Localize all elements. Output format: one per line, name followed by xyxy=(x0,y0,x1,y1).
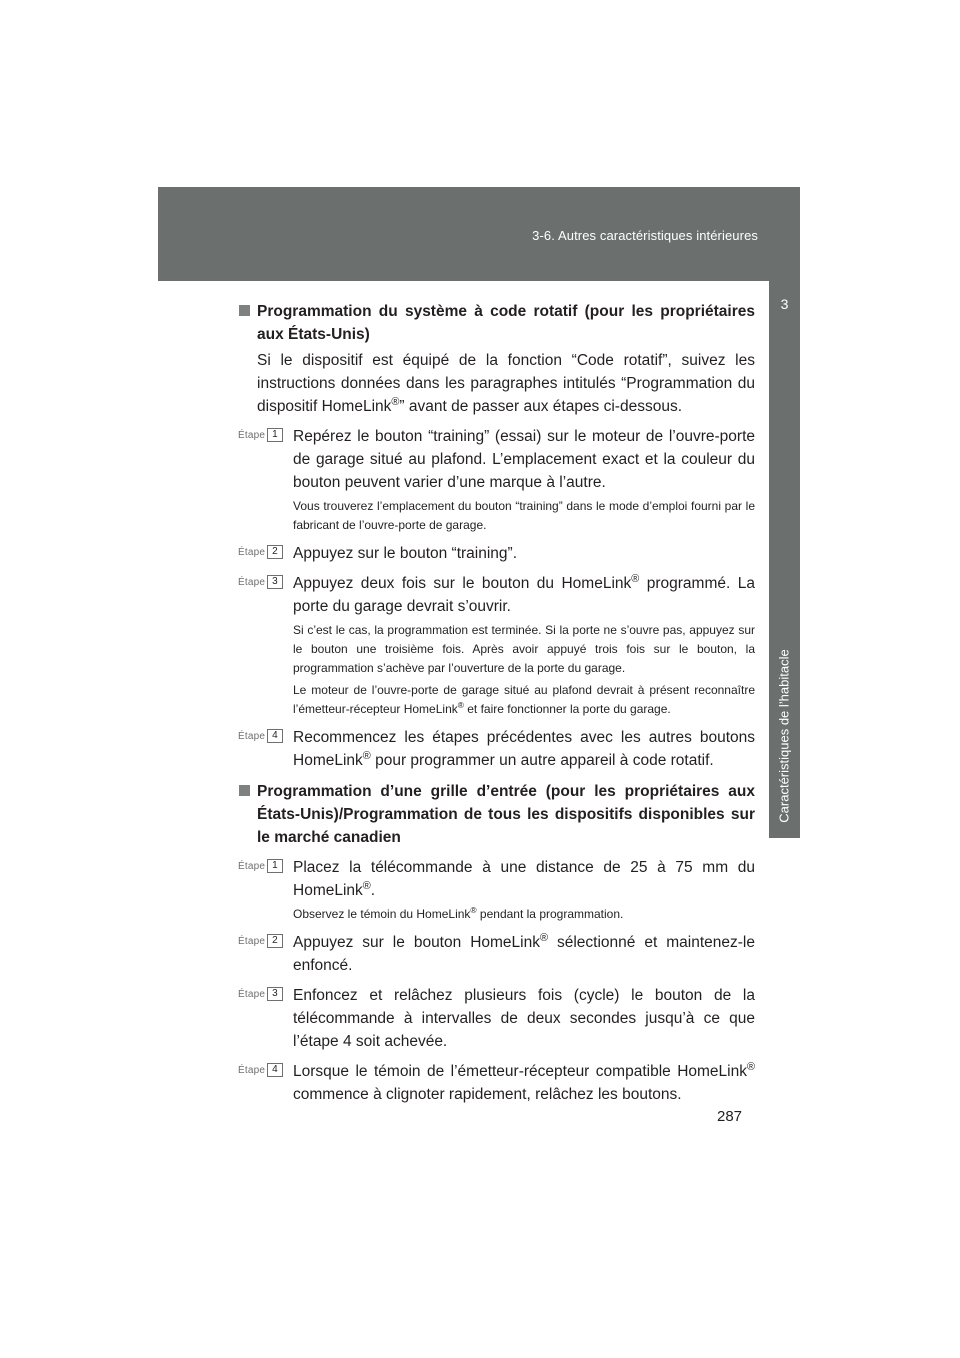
step-word: Étape xyxy=(238,935,266,947)
step-text: Recommencez les étapes précédentes avec les autres boutons HomeLink® pour programmer un autre appareil à code rotatif. xyxy=(293,729,755,769)
page-number: 287 xyxy=(717,1108,743,1125)
step-word: Étape xyxy=(238,546,266,558)
section-intro: Si le dispositif est équipé de la fonction “Code rotatif”, suivez les instructions données dans les paragraphes intitulés “Programmation du dispositif HomeLink®” avant de passer aux étapes ci-dessous. xyxy=(257,352,755,415)
steps-list-rolling-code xyxy=(238,425,755,772)
step-label xyxy=(238,545,283,559)
step-number: 3 xyxy=(267,987,283,1001)
step-number: 4 xyxy=(267,1063,283,1077)
section-heading-rolling-code xyxy=(238,300,755,346)
step-item xyxy=(238,984,755,1053)
step-item xyxy=(238,1060,755,1106)
step-word: Étape xyxy=(238,576,266,588)
section-heading-text: Programmation du système à code rotatif (pour les propriétaires aux États-Unis) xyxy=(257,303,755,343)
step-label xyxy=(238,859,283,873)
square-bullet-icon xyxy=(239,785,250,796)
step-item xyxy=(238,931,755,977)
step-note: Vous trouverez l’emplacement du bouton “training” dans le mode d’emploi fourni par le fabricant de l’ouvre-porte de garage. xyxy=(293,499,755,532)
step-item xyxy=(238,542,755,565)
page-content xyxy=(238,300,755,1106)
step-item xyxy=(238,572,755,618)
step-text: Placez la télécommande à une distance de 25 à 75 mm du HomeLink®. xyxy=(293,859,755,899)
step-text: Enfoncez et relâchez plusieurs fois (cycle) le bouton de la télécommande à intervalles de deux secondes jusqu’à ce que l’étape 4 soit achevée. xyxy=(293,987,755,1050)
step-number: 4 xyxy=(267,729,283,743)
step-text: Appuyez deux fois sur le bouton du HomeLink® programmé. La porte du garage devrait s’ouvrir. xyxy=(293,572,755,615)
chapter-side-tab xyxy=(769,281,800,838)
section-title: 3-6. Autres caractéristiques intérieures xyxy=(532,228,758,243)
step-label xyxy=(238,1063,283,1077)
step-label xyxy=(238,428,283,442)
step-note: Observez le témoin du HomeLink® pendant la programmation. xyxy=(293,905,624,921)
step-text: Repérez le bouton “training” (essai) sur le moteur de l’ouvre-porte de garage situé au plafond. L’emplacement exact et la couleur du bouton peuvent varier d’une marque à l’autre. xyxy=(293,428,755,491)
step-number: 1 xyxy=(267,428,283,442)
step-word: Étape xyxy=(238,988,266,1000)
chapter-number: 3 xyxy=(780,296,789,312)
square-bullet-icon xyxy=(239,305,250,316)
step-word: Étape xyxy=(238,730,266,742)
step-text: Appuyez sur le bouton “training”. xyxy=(293,545,518,562)
section-heading-gate xyxy=(238,780,755,849)
steps-list-gate xyxy=(238,856,755,1106)
step-word: Étape xyxy=(238,860,266,872)
step-item xyxy=(238,425,755,494)
step-item xyxy=(238,856,755,902)
step-label xyxy=(238,987,283,1001)
step-text: Appuyez sur le bouton HomeLink® sélectionné et maintenez-le enfoncé. xyxy=(293,931,755,974)
section-header-bar xyxy=(158,187,800,281)
step-note: Le moteur de l’ouvre-porte de garage situé au plafond devrait à présent reconnaître l’émetteur-récepteur HomeLink® et faire fonctionner la porte du garage. xyxy=(293,683,755,716)
step-note: Si c’est le cas, la programmation est terminée. Si la porte ne s’ouvre pas, appuyez sur le bouton une troisième fois. Après avoir appuyé trois fois sur le bouton, la programmation s’achève par l’ouverture de la porte du garage. xyxy=(293,623,755,675)
section-heading-text: Programmation d’une grille d’entrée (pour les propriétaires aux États-Unis)/Programmation de tous les dispositifs disponibles sur le marché canadien xyxy=(257,783,755,846)
step-item xyxy=(238,726,755,772)
step-label xyxy=(238,729,283,743)
step-label xyxy=(238,934,283,948)
step-number: 2 xyxy=(267,545,283,559)
step-number: 1 xyxy=(267,859,283,873)
step-word: Étape xyxy=(238,429,266,441)
chapter-label: Caractéristiques de l’habitacle xyxy=(776,649,792,823)
step-word: Étape xyxy=(238,1064,266,1076)
step-label xyxy=(238,575,283,589)
step-number: 2 xyxy=(267,934,283,948)
step-text: Lorsque le témoin de l’émetteur-récepteur compatible HomeLink® commence à clignoter rapidement, relâchez les boutons. xyxy=(293,1060,755,1103)
step-number: 3 xyxy=(267,575,283,589)
